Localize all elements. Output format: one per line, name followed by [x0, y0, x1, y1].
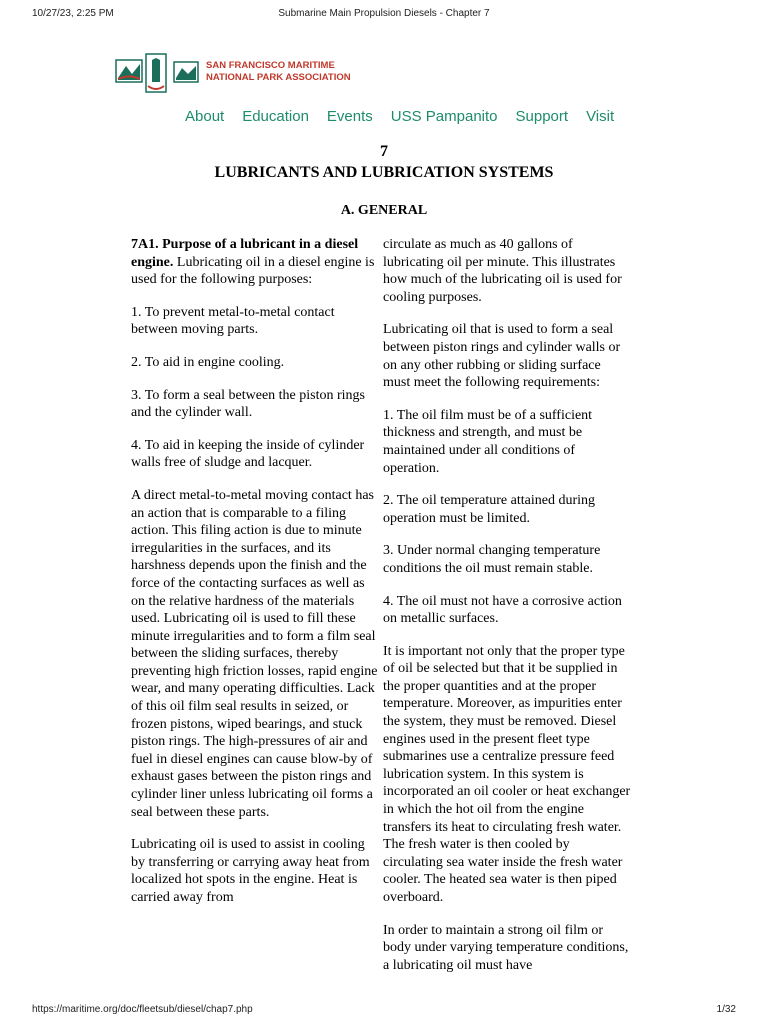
main-nav: [185, 108, 614, 125]
cooling-paragraph: Lubricating oil is used to assist in cooling by transferring or carrying away heat from localized hot spots in the engine. Heat is carried away from: [131, 837, 370, 905]
purpose-item-2: 2. To aid in engine cooling.: [131, 354, 285, 370]
section-title: A. GENERAL: [340, 203, 428, 218]
right-column: [383, 236, 631, 989]
logo-mark-icon: [112, 52, 202, 96]
nav-about[interactable]: About: [185, 108, 225, 125]
logo-text: [206, 60, 351, 84]
continued-paragraph: circulate as much as 40 gallons of lubricating oil per minute. This illustrates how much of the lubricating oil is used for cooling purposes.: [383, 237, 622, 305]
logo-line2: NATIONAL PARK ASSOCIATION: [206, 72, 351, 83]
chapter-title: LUBRICANTS AND LUBRICATION SYSTEMS: [214, 164, 554, 181]
print-header: [0, 0, 768, 22]
page-url[interactable]: https://maritime.org/doc/fleetsub/diesel/chap7.php: [32, 1004, 253, 1015]
contact-paragraph: A direct metal-to-metal moving contact has an action that is comparable to a filing action. This filing action is due to minute irregularities in the surfaces, and its harshness depends upon the finish and the force of the contacting surfaces as well as on the relative hardness of the materials used. Lubricating oil is used to fill these minute irregularities and to form a film seal between the sliding surfaces, thereby preventing high friction losses, rapid engine wear, and many operating difficulties. Lack of this oil film seal results in seized, or frozen pistons, wiped bearings, and stuck piston rings. The high-pressures of air and fuel in diesel engines can cause blow-by of exhaust gases between the piston rings and cylinder liner unless lubricating oil forms a seal between these parts.: [131, 487, 378, 820]
left-column: [131, 236, 379, 922]
print-datetime: 10/27/23, 2:25 PM: [32, 8, 114, 19]
requirement-item-4: 4. The oil must not have a corrosive action on metallic surfaces.: [383, 593, 622, 627]
print-footer: [0, 1004, 768, 1024]
purpose-intro: Lubricating oil in a diesel engine is used for the following purposes:: [131, 254, 375, 288]
seal-paragraph: Lubricating oil that is used to form a seal between piston rings and cylinder walls or on any other rubbing or sliding surface must meet the following requirements:: [383, 322, 621, 391]
purpose-heading: 7A1. Purpose of a lubricant in a diesel engine.: [131, 237, 359, 270]
requirement-item-3: 3. Under normal changing temperature conditions the oil must remain stable.: [383, 543, 601, 576]
nav-education[interactable]: Education: [242, 108, 309, 125]
film-paragraph: In order to maintain a strong oil film or body under varying temperature conditions, a lubricating oil must have: [383, 922, 629, 973]
print-page-title: Submarine Main Propulsion Diesels - Chapter 7: [278, 8, 490, 19]
nav-events[interactable]: Events: [326, 108, 373, 125]
requirement-item-1: 1. The oil film must be of a sufficient thickness and strength, and must be maintained under all conditions of operation.: [383, 407, 593, 476]
chapter-number: 7: [380, 143, 388, 160]
important-paragraph: It is important not only that the proper type of oil be selected but that it be supplied in the proper quantities and at the proper temperature. Moreover, as impurities enter the system, they must be removed. Diesel engines used in the present fleet type submarines use a centralize pressure feed lubrication system. In this system is incorporated an oil cooler or heat exchanger in which the hot oil from the engine transfers its heat to circulating fresh water. The fresh water is then cooled by circulating sea water inside the fresh water cooler. The heated sea water is then piped overboard.: [383, 643, 631, 905]
nav-uss-pampanito[interactable]: USS Pampanito: [390, 108, 498, 125]
purpose-item-4: 4. To aid in keeping the inside of cylinder walls free of sludge and lacquer.: [131, 437, 365, 471]
purpose-item-3: 3. To form a seal between the piston rings and the cylinder wall.: [131, 387, 365, 421]
nav-support[interactable]: Support: [515, 108, 569, 125]
logo-line1: SAN FRANCISCO MARITIME: [206, 60, 335, 71]
page-number: 1/32: [716, 1004, 736, 1015]
maritime-logo[interactable]: [112, 52, 372, 96]
nav-visit[interactable]: Visit: [586, 108, 615, 125]
requirement-item-2: 2. The oil temperature attained during operation must be limited.: [383, 493, 596, 526]
purpose-item-1: 1. To prevent metal-to-metal contact between moving parts.: [131, 304, 335, 338]
purpose-paragraph: [131, 236, 379, 289]
